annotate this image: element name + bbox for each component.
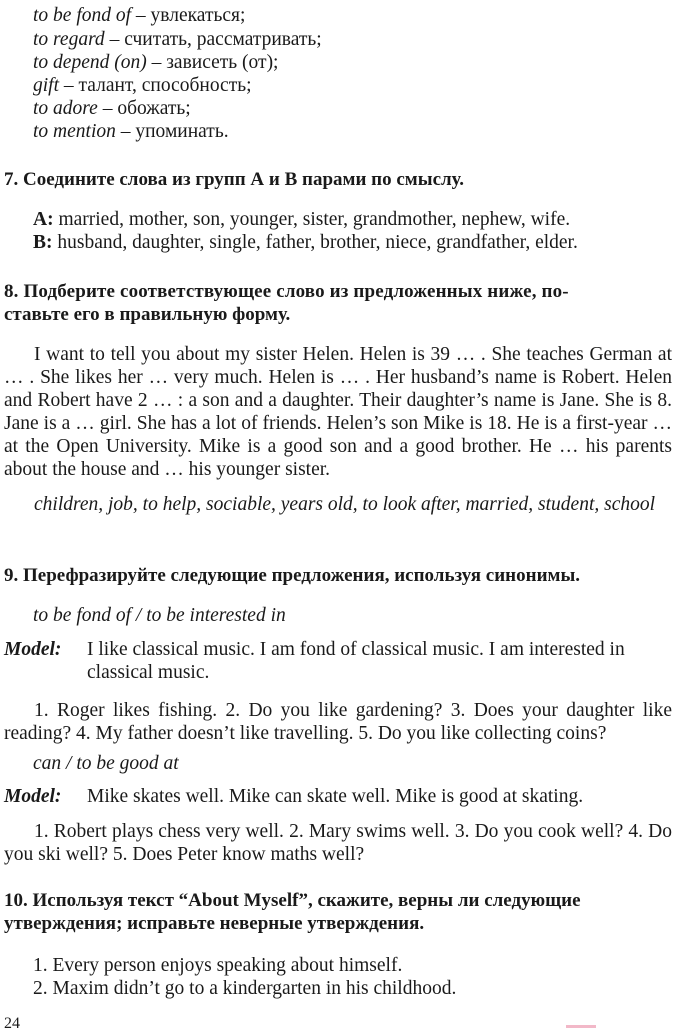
group-b-line [33,231,578,254]
exercise-8-heading-line2: ставьте его в правильную форму. [4,304,291,325]
exercise-10-heading-line1: 10. Используя текст “About Myself”, скажите, верны ли следующие [4,890,581,911]
page-number: 24 [4,1015,20,1032]
statement-1: 1. Every person enjoys speaking about himself. [33,955,403,976]
model-example-1: I like classical music. I am fond of classical music. I am interested in classical music. [87,639,625,683]
group-a-label: А: [33,209,54,230]
model-example-2: Mike skates well. Mike can skate well. Mike is good at skating. [87,786,584,807]
vocab-item [33,97,191,120]
exercise-7-heading: 7. Соедините слова из групп А и В парами по смыслу. [4,169,465,190]
exercise-9-items-1: 1. Roger likes fishing. 2. Do you like gardening? 3. Does your daughter like reading? 4. My father doesn’t like travelling. 5. Do you like collecting coins? [4,700,672,744]
vocab-term: to adore [33,98,98,119]
vocab-term: to regard [33,29,105,50]
synonym-pair-1: to be fond of / to be interested in [33,605,286,626]
vocab-term: to depend (on) [33,52,147,73]
exercise-10-heading-line2: утверждения; исправьте неверные утверждения. [4,913,425,934]
statement-2: 2. Maxim didn’t go to a kindergarten in his childhood. [33,978,457,999]
vocab-item [33,74,252,97]
decorative-mark [566,1025,596,1028]
vocab-definition: – упоминать. [115,121,229,142]
exercise-8-word-bank: children, job, to help, sociable, years old, to look after, married, student, school [34,494,656,515]
vocab-definition: – зависеть (от); [146,52,279,73]
vocab-item [33,51,278,74]
group-a-line [33,208,570,231]
group-b-words: husband, daughter, single, father, brother, niece, grandfather, elder. [52,232,578,253]
vocab-definition: – талант, способность; [59,75,252,96]
vocab-term: to mention [33,121,116,142]
exercise-8-text: I want to tell you about my sister Helen. Helen is 39 … . She teaches German at … . She likes her … very much. Helen is … . Her husband’s name is Robert. Helen and Robert have 2 … : a son and a daughter. Their daughter’s name is Jane. She is 8. Jane is a … girl. She has a lot of friends. Helen’s son Mike is 18. He is a first-year … at the Open University. Mike is a good son and a good brother. He … his parents about the house and … his younger sister. [4,344,672,480]
exercise-8-heading-line1: 8. Подберите соответствующее слово из предложенных ниже, по- [4,281,569,302]
vocab-term: to be fond of [33,5,132,26]
vocab-definition: – увлекаться; [131,5,246,26]
model-label: Model: [4,639,62,660]
group-a-words: married, mother, son, younger, sister, grandmother, nephew, wife. [53,209,571,230]
exercise-9-heading: 9. Перефразируйте следующие предложения, используя синонимы. [4,565,581,586]
vocab-definition: – считать, рассматривать; [104,29,322,50]
group-b-label: B: [33,232,53,253]
vocab-item [33,4,245,27]
synonym-pair-2: can / to be good at [33,753,179,774]
vocab-item [33,28,322,51]
model-label: Model: [4,786,62,807]
vocab-item [33,120,229,143]
exercise-9-items-2: 1. Robert plays chess very well. 2. Mary swims well. 3. Do you cook well? 4. Do you ski well? 5. Does Peter know maths well? [4,821,672,865]
vocab-definition: – обожать; [97,98,191,119]
vocab-term: gift [33,75,60,96]
